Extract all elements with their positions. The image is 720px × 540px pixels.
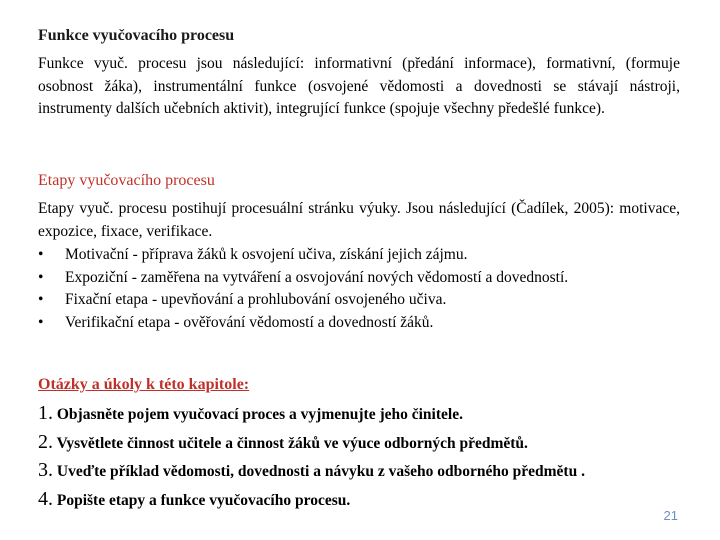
question-item [38, 429, 698, 458]
stages-list [38, 244, 680, 334]
bullet-icon: • [38, 246, 44, 263]
section-title-functions: Funkce vyučovacího procesu [38, 27, 235, 44]
question-number: 4. [38, 487, 53, 510]
question-text: Uveďte příklad vědomosti, dovednosti a návyku z vašeho odborného předmětu . [56, 463, 585, 480]
question-item [38, 457, 698, 486]
question-text: Objasněte pojem vyučovací proces a vyjmenujte jeho činitele. [56, 406, 463, 423]
questions-list [38, 400, 698, 514]
bullet-icon: • [38, 268, 44, 286]
stages-intro-text: postihují procesuální stránku výuky. Jsou následující (Čadílek, 2005): motivace, expozice, fixace, verifikace. [38, 200, 680, 240]
list-item [38, 267, 680, 290]
bullet-icon: • [38, 291, 44, 308]
question-item [38, 486, 698, 515]
question-text: Vysvětlete činnost učitele a činnost žáků ve výuce odborných předmětů. [56, 434, 528, 452]
bullet-icon: • [38, 313, 44, 331]
list-item [38, 289, 680, 312]
list-item-text: Verifikační etapa - ověřování vědomostí a dovedností žáků. [65, 313, 434, 331]
stages-intro-term: Etapy vyuč. procesu [38, 200, 167, 217]
question-text: Popište etapy a funkce vyučovacího procesu. [56, 491, 351, 509]
question-number: 2. [38, 430, 53, 453]
section-title-questions: Otázky a úkoly k této kapitole: [38, 376, 250, 393]
list-item-text: Expoziční - zaměřena na vytváření a osvojování nových vědomostí a dovedností. [65, 268, 569, 286]
stages-paragraph [38, 198, 680, 243]
section-title-stages: Etapy vyučovacího procesu [38, 172, 215, 189]
list-item [38, 312, 680, 335]
page-number: 21 [663, 508, 678, 523]
list-item-text: Motivační - příprava žáků k osvojení učiva, získání jejich zájmu. [65, 246, 468, 263]
question-item [38, 400, 698, 429]
list-item [38, 244, 680, 267]
question-number: 1. [38, 402, 53, 424]
list-item-text: Fixační etapa - upevňování a prohlubování osvojeného učiva. [65, 291, 447, 308]
functions-paragraph: Funkce vyuč. procesu jsou následující: informativní (předání informace), formativní, (formuje osobnost žáka), instrumentální funkce (osvojené vědomosti a dovednosti se stávají nástroji, instrumenty dalších učebních aktivit), integrující funkce (spojuje všechny předešlé funkce). [38, 55, 680, 117]
question-number: 3. [38, 459, 53, 481]
